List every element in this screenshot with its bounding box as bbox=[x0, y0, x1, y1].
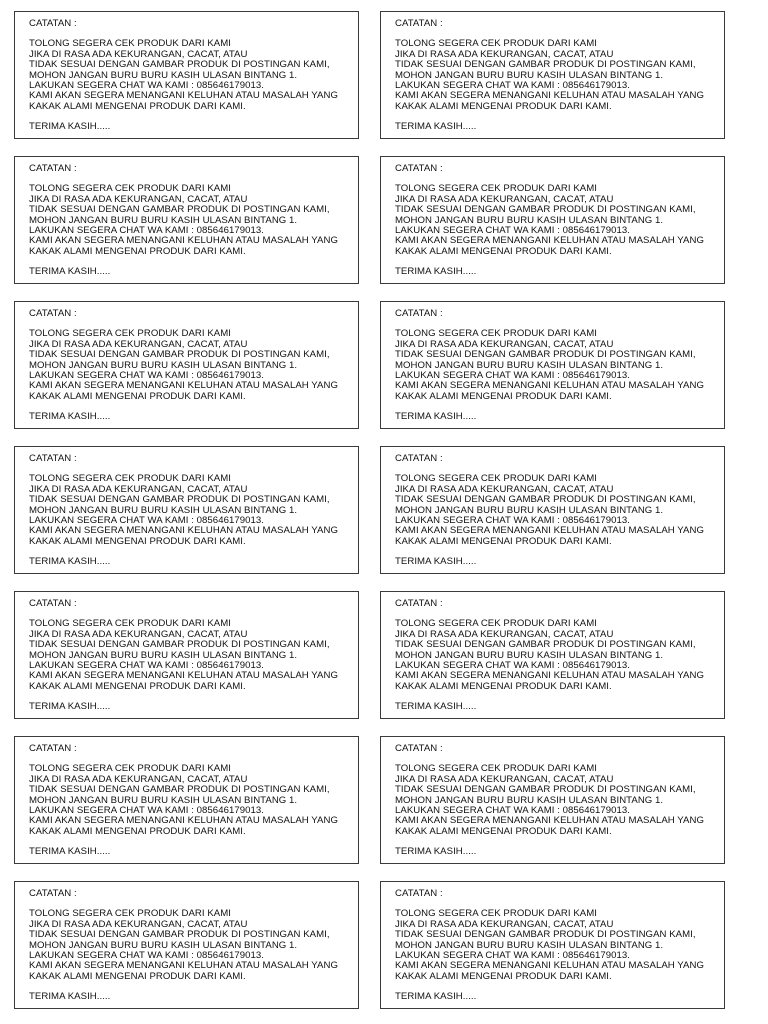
note-closing: TERIMA KASIH..... bbox=[29, 991, 111, 1003]
note-line-4: MOHON JANGAN BURU BURU KASIH ULASAN BINTANG 1. bbox=[29, 649, 298, 661]
note-line-1: TOLONG SEGERA CEK PRODUK DARI KAMI bbox=[395, 38, 597, 50]
note-card bbox=[14, 881, 359, 1009]
note-line-2: JIKA DI RASA ADA KEKURANGAN, CACAT, ATAU bbox=[29, 628, 248, 640]
note-line-4: MOHON JANGAN BURU BURU KASIH ULASAN BINTANG 1. bbox=[29, 504, 298, 516]
note-line-3: TIDAK SESUAI DENGAN GAMBAR PRODUK DI POSTINGAN KAMI, bbox=[395, 929, 696, 941]
note-closing: TERIMA KASIH..... bbox=[29, 846, 111, 858]
note-line-5: LAKUKAN SEGERA CHAT WA KAMI : 085646179013. bbox=[395, 370, 630, 382]
note-line-4: MOHON JANGAN BURU BURU KASIH ULASAN BINTANG 1. bbox=[395, 794, 664, 806]
note-card bbox=[14, 11, 359, 139]
note-card bbox=[14, 301, 359, 429]
note-card bbox=[14, 156, 359, 284]
note-closing: TERIMA KASIH..... bbox=[395, 121, 477, 133]
note-closing: TERIMA KASIH..... bbox=[29, 411, 111, 423]
note-line-5: LAKUKAN SEGERA CHAT WA KAMI : 085646179013. bbox=[395, 515, 630, 527]
note-line-1: TOLONG SEGERA CEK PRODUK DARI KAMI bbox=[29, 618, 231, 630]
note-line-7: KAKAK ALAMI MENGENAI PRODUK DARI KAMI. bbox=[29, 970, 246, 982]
note-closing: TERIMA KASIH..... bbox=[395, 266, 477, 278]
note-closing: TERIMA KASIH..... bbox=[29, 121, 111, 133]
note-line-1: TOLONG SEGERA CEK PRODUK DARI KAMI bbox=[395, 908, 597, 920]
note-heading: CATATAN : bbox=[395, 453, 443, 464]
note-line-7: KAKAK ALAMI MENGENAI PRODUK DARI KAMI. bbox=[29, 825, 246, 837]
note-heading: CATATAN : bbox=[395, 18, 443, 29]
note-heading: CATATAN : bbox=[395, 888, 443, 899]
note-line-6: KAMI AKAN SEGERA MENANGANI KELUHAN ATAU MASALAH YANG bbox=[395, 670, 704, 682]
note-line-2: JIKA DI RASA ADA KEKURANGAN, CACAT, ATAU bbox=[395, 193, 614, 205]
note-card bbox=[380, 446, 725, 574]
note-line-4: MOHON JANGAN BURU BURU KASIH ULASAN BINTANG 1. bbox=[395, 69, 664, 81]
note-line-3: TIDAK SESUAI DENGAN GAMBAR PRODUK DI POSTINGAN KAMI, bbox=[395, 59, 696, 71]
note-line-4: MOHON JANGAN BURU BURU KASIH ULASAN BINTANG 1. bbox=[395, 504, 664, 516]
note-line-5: LAKUKAN SEGERA CHAT WA KAMI : 085646179013. bbox=[29, 370, 264, 382]
note-heading: CATATAN : bbox=[29, 598, 77, 609]
note-line-2: JIKA DI RASA ADA KEKURANGAN, CACAT, ATAU bbox=[395, 48, 614, 60]
note-line-1: TOLONG SEGERA CEK PRODUK DARI KAMI bbox=[29, 908, 231, 920]
note-line-5: LAKUKAN SEGERA CHAT WA KAMI : 085646179013. bbox=[395, 225, 630, 237]
note-line-2: JIKA DI RASA ADA KEKURANGAN, CACAT, ATAU bbox=[395, 628, 614, 640]
note-line-7: KAKAK ALAMI MENGENAI PRODUK DARI KAMI. bbox=[29, 390, 246, 402]
note-line-5: LAKUKAN SEGERA CHAT WA KAMI : 085646179013. bbox=[29, 805, 264, 817]
note-heading: CATATAN : bbox=[29, 308, 77, 319]
note-line-7: KAKAK ALAMI MENGENAI PRODUK DARI KAMI. bbox=[395, 390, 612, 402]
note-line-3: TIDAK SESUAI DENGAN GAMBAR PRODUK DI POSTINGAN KAMI, bbox=[395, 639, 696, 651]
note-line-6: KAMI AKAN SEGERA MENANGANI KELUHAN ATAU MASALAH YANG bbox=[29, 670, 338, 682]
note-closing: TERIMA KASIH..... bbox=[395, 701, 477, 713]
note-line-7: KAKAK ALAMI MENGENAI PRODUK DARI KAMI. bbox=[395, 825, 612, 837]
note-line-6: KAMI AKAN SEGERA MENANGANI KELUHAN ATAU MASALAH YANG bbox=[395, 960, 704, 972]
note-heading: CATATAN : bbox=[29, 163, 77, 174]
note-line-6: KAMI AKAN SEGERA MENANGANI KELUHAN ATAU MASALAH YANG bbox=[29, 90, 338, 102]
note-line-3: TIDAK SESUAI DENGAN GAMBAR PRODUK DI POSTINGAN KAMI, bbox=[29, 494, 330, 506]
note-line-6: KAMI AKAN SEGERA MENANGANI KELUHAN ATAU MASALAH YANG bbox=[29, 380, 338, 392]
note-line-5: LAKUKAN SEGERA CHAT WA KAMI : 085646179013. bbox=[395, 660, 630, 672]
note-line-6: KAMI AKAN SEGERA MENANGANI KELUHAN ATAU MASALAH YANG bbox=[29, 815, 338, 827]
note-closing: TERIMA KASIH..... bbox=[395, 991, 477, 1003]
note-card bbox=[380, 156, 725, 284]
note-line-7: KAKAK ALAMI MENGENAI PRODUK DARI KAMI. bbox=[395, 680, 612, 692]
note-line-5: LAKUKAN SEGERA CHAT WA KAMI : 085646179013. bbox=[29, 80, 264, 92]
note-line-4: MOHON JANGAN BURU BURU KASIH ULASAN BINTANG 1. bbox=[29, 794, 298, 806]
note-line-6: KAMI AKAN SEGERA MENANGANI KELUHAN ATAU MASALAH YANG bbox=[29, 960, 338, 972]
note-line-4: MOHON JANGAN BURU BURU KASIH ULASAN BINTANG 1. bbox=[395, 939, 664, 951]
note-line-2: JIKA DI RASA ADA KEKURANGAN, CACAT, ATAU bbox=[29, 773, 248, 785]
note-line-6: KAMI AKAN SEGERA MENANGANI KELUHAN ATAU MASALAH YANG bbox=[395, 90, 704, 102]
note-line-7: KAKAK ALAMI MENGENAI PRODUK DARI KAMI. bbox=[395, 535, 612, 547]
note-card bbox=[380, 11, 725, 139]
note-line-3: TIDAK SESUAI DENGAN GAMBAR PRODUK DI POSTINGAN KAMI, bbox=[29, 929, 330, 941]
note-card bbox=[14, 446, 359, 574]
note-line-4: MOHON JANGAN BURU BURU KASIH ULASAN BINTANG 1. bbox=[395, 359, 664, 371]
note-heading: CATATAN : bbox=[29, 743, 77, 754]
note-closing: TERIMA KASIH..... bbox=[395, 556, 477, 568]
note-line-3: TIDAK SESUAI DENGAN GAMBAR PRODUK DI POSTINGAN KAMI, bbox=[395, 349, 696, 361]
note-closing: TERIMA KASIH..... bbox=[29, 556, 111, 568]
note-line-3: TIDAK SESUAI DENGAN GAMBAR PRODUK DI POSTINGAN KAMI, bbox=[29, 204, 330, 216]
note-line-1: TOLONG SEGERA CEK PRODUK DARI KAMI bbox=[29, 473, 231, 485]
note-line-4: MOHON JANGAN BURU BURU KASIH ULASAN BINTANG 1. bbox=[29, 214, 298, 226]
note-line-1: TOLONG SEGERA CEK PRODUK DARI KAMI bbox=[29, 38, 231, 50]
note-line-4: MOHON JANGAN BURU BURU KASIH ULASAN BINTANG 1. bbox=[29, 69, 298, 81]
note-line-5: LAKUKAN SEGERA CHAT WA KAMI : 085646179013. bbox=[395, 805, 630, 817]
note-line-5: LAKUKAN SEGERA CHAT WA KAMI : 085646179013. bbox=[29, 950, 264, 962]
note-line-2: JIKA DI RASA ADA KEKURANGAN, CACAT, ATAU bbox=[29, 48, 248, 60]
note-line-4: MOHON JANGAN BURU BURU KASIH ULASAN BINTANG 1. bbox=[395, 649, 664, 661]
note-line-7: KAKAK ALAMI MENGENAI PRODUK DARI KAMI. bbox=[395, 970, 612, 982]
note-card bbox=[14, 736, 359, 864]
note-closing: TERIMA KASIH..... bbox=[395, 411, 477, 423]
note-line-1: TOLONG SEGERA CEK PRODUK DARI KAMI bbox=[395, 473, 597, 485]
note-line-6: KAMI AKAN SEGERA MENANGANI KELUHAN ATAU MASALAH YANG bbox=[395, 235, 704, 247]
note-line-5: LAKUKAN SEGERA CHAT WA KAMI : 085646179013. bbox=[29, 225, 264, 237]
note-line-3: TIDAK SESUAI DENGAN GAMBAR PRODUK DI POSTINGAN KAMI, bbox=[29, 639, 330, 651]
note-line-2: JIKA DI RASA ADA KEKURANGAN, CACAT, ATAU bbox=[395, 918, 614, 930]
note-line-5: LAKUKAN SEGERA CHAT WA KAMI : 085646179013. bbox=[29, 515, 264, 527]
note-heading: CATATAN : bbox=[29, 453, 77, 464]
note-line-2: JIKA DI RASA ADA KEKURANGAN, CACAT, ATAU bbox=[395, 483, 614, 495]
note-heading: CATATAN : bbox=[395, 163, 443, 174]
note-line-1: TOLONG SEGERA CEK PRODUK DARI KAMI bbox=[395, 618, 597, 630]
note-line-7: KAKAK ALAMI MENGENAI PRODUK DARI KAMI. bbox=[29, 535, 246, 547]
note-line-7: KAKAK ALAMI MENGENAI PRODUK DARI KAMI. bbox=[395, 100, 612, 112]
note-line-6: KAMI AKAN SEGERA MENANGANI KELUHAN ATAU MASALAH YANG bbox=[395, 380, 704, 392]
note-line-3: TIDAK SESUAI DENGAN GAMBAR PRODUK DI POSTINGAN KAMI, bbox=[29, 784, 330, 796]
note-card bbox=[380, 881, 725, 1009]
note-line-4: MOHON JANGAN BURU BURU KASIH ULASAN BINTANG 1. bbox=[395, 214, 664, 226]
note-line-3: TIDAK SESUAI DENGAN GAMBAR PRODUK DI POSTINGAN KAMI, bbox=[395, 204, 696, 216]
note-line-5: LAKUKAN SEGERA CHAT WA KAMI : 085646179013. bbox=[29, 660, 264, 672]
note-heading: CATATAN : bbox=[29, 888, 77, 899]
note-line-3: TIDAK SESUAI DENGAN GAMBAR PRODUK DI POSTINGAN KAMI, bbox=[395, 494, 696, 506]
note-heading: CATATAN : bbox=[395, 598, 443, 609]
note-line-6: KAMI AKAN SEGERA MENANGANI KELUHAN ATAU MASALAH YANG bbox=[29, 525, 338, 537]
note-line-6: KAMI AKAN SEGERA MENANGANI KELUHAN ATAU MASALAH YANG bbox=[29, 235, 338, 247]
note-heading: CATATAN : bbox=[29, 18, 77, 29]
note-card bbox=[380, 591, 725, 719]
note-line-7: KAKAK ALAMI MENGENAI PRODUK DARI KAMI. bbox=[29, 100, 246, 112]
note-line-6: KAMI AKAN SEGERA MENANGANI KELUHAN ATAU MASALAH YANG bbox=[395, 525, 704, 537]
note-line-3: TIDAK SESUAI DENGAN GAMBAR PRODUK DI POSTINGAN KAMI, bbox=[29, 349, 330, 361]
note-line-7: KAKAK ALAMI MENGENAI PRODUK DARI KAMI. bbox=[29, 680, 246, 692]
note-line-7: KAKAK ALAMI MENGENAI PRODUK DARI KAMI. bbox=[29, 245, 246, 257]
note-line-4: MOHON JANGAN BURU BURU KASIH ULASAN BINTANG 1. bbox=[29, 939, 298, 951]
note-line-6: KAMI AKAN SEGERA MENANGANI KELUHAN ATAU MASALAH YANG bbox=[395, 815, 704, 827]
note-line-1: TOLONG SEGERA CEK PRODUK DARI KAMI bbox=[395, 763, 597, 775]
note-card bbox=[14, 591, 359, 719]
note-line-2: JIKA DI RASA ADA KEKURANGAN, CACAT, ATAU bbox=[395, 338, 614, 350]
note-line-2: JIKA DI RASA ADA KEKURANGAN, CACAT, ATAU bbox=[29, 338, 248, 350]
note-card bbox=[380, 301, 725, 429]
note-closing: TERIMA KASIH..... bbox=[29, 266, 111, 278]
note-card bbox=[380, 736, 725, 864]
note-line-2: JIKA DI RASA ADA KEKURANGAN, CACAT, ATAU bbox=[29, 483, 248, 495]
note-line-1: TOLONG SEGERA CEK PRODUK DARI KAMI bbox=[29, 763, 231, 775]
note-line-2: JIKA DI RASA ADA KEKURANGAN, CACAT, ATAU bbox=[29, 918, 248, 930]
note-closing: TERIMA KASIH..... bbox=[29, 701, 111, 713]
note-line-1: TOLONG SEGERA CEK PRODUK DARI KAMI bbox=[29, 328, 231, 340]
note-closing: TERIMA KASIH..... bbox=[395, 846, 477, 858]
note-heading: CATATAN : bbox=[395, 308, 443, 319]
note-line-1: TOLONG SEGERA CEK PRODUK DARI KAMI bbox=[395, 328, 597, 340]
note-heading: CATATAN : bbox=[395, 743, 443, 754]
note-line-2: JIKA DI RASA ADA KEKURANGAN, CACAT, ATAU bbox=[29, 193, 248, 205]
note-line-3: TIDAK SESUAI DENGAN GAMBAR PRODUK DI POSTINGAN KAMI, bbox=[395, 784, 696, 796]
note-line-7: KAKAK ALAMI MENGENAI PRODUK DARI KAMI. bbox=[395, 245, 612, 257]
note-line-5: LAKUKAN SEGERA CHAT WA KAMI : 085646179013. bbox=[395, 80, 630, 92]
note-line-5: LAKUKAN SEGERA CHAT WA KAMI : 085646179013. bbox=[395, 950, 630, 962]
note-line-3: TIDAK SESUAI DENGAN GAMBAR PRODUK DI POSTINGAN KAMI, bbox=[29, 59, 330, 71]
note-line-4: MOHON JANGAN BURU BURU KASIH ULASAN BINTANG 1. bbox=[29, 359, 298, 371]
note-line-1: TOLONG SEGERA CEK PRODUK DARI KAMI bbox=[395, 183, 597, 195]
note-line-1: TOLONG SEGERA CEK PRODUK DARI KAMI bbox=[29, 183, 231, 195]
note-line-2: JIKA DI RASA ADA KEKURANGAN, CACAT, ATAU bbox=[395, 773, 614, 785]
